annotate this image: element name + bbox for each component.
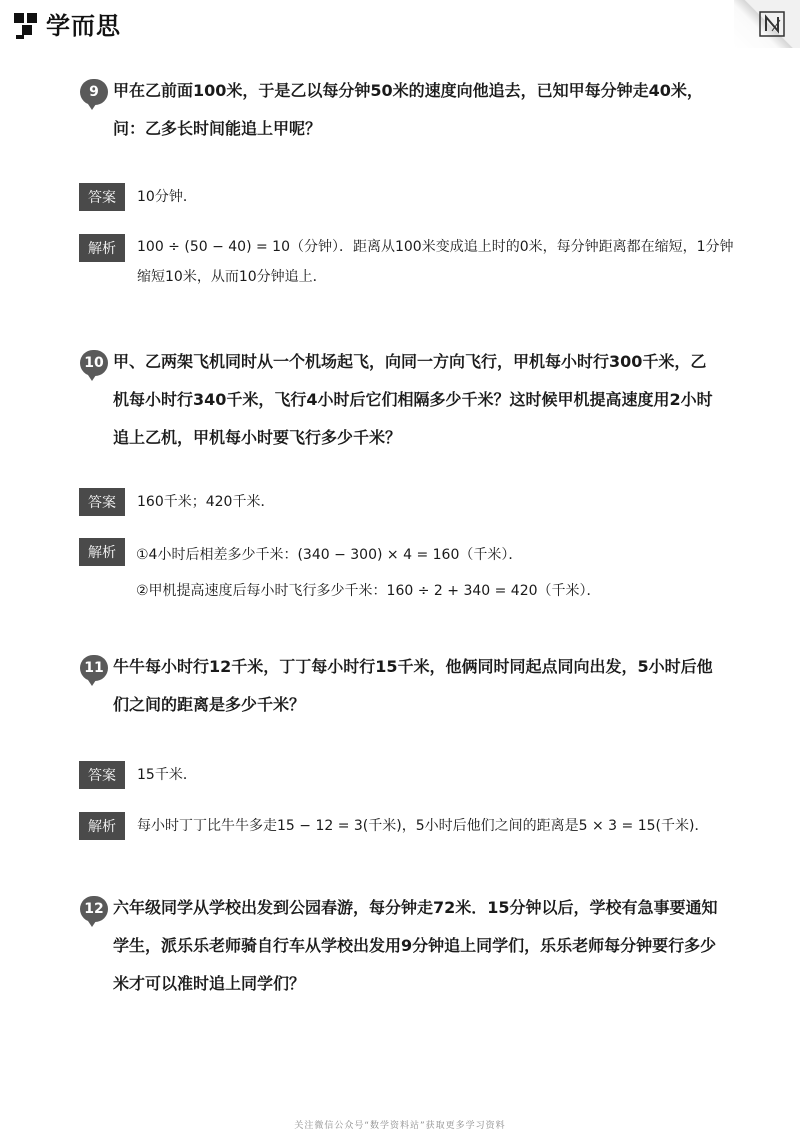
answer-tag: 答案	[79, 183, 125, 211]
question-text: 甲、乙两架飞机同时从一个机场起飞，向同一方向飞行，甲机每小时行300千米，乙机每小时行340千米，飞行4小时后它们相隔多少千米？这时候甲机提高速度用2小时追上乙机，甲机每小时要飞行多少千米？	[113, 352, 713, 447]
analysis-tag: 解析	[79, 538, 125, 566]
analysis-tag: 解析	[79, 234, 125, 262]
analysis-tag: 解析	[79, 812, 125, 840]
answer-text	[137, 182, 737, 212]
question-number-badge	[80, 896, 108, 922]
answer-line: 15千米．	[137, 767, 197, 783]
question-text: 甲在乙前面100米，于是乙以每分钟50米的速度向他追去，已知甲每分钟走40米，问：乙多长时间能追上甲呢？	[113, 81, 703, 138]
answer-line: 10分钟．	[137, 189, 197, 205]
brand-logo	[14, 6, 121, 41]
analysis-line: 缩短10米，从而10分钟追上．	[137, 269, 327, 285]
footer-note: 关注微信公众号“数学资料站”获取更多学习资料	[294, 1121, 506, 1131]
answer-tag: 答案	[79, 488, 125, 516]
question-number: 10	[84, 355, 104, 371]
question-number: 11	[84, 660, 104, 676]
analysis-line: ①4小时后相差多少千米：(340 − 300) × 4 = 160（千米）．	[136, 547, 523, 563]
analysis-line: 每小时丁丁比牛牛多走15 − 12 = 3(千米)，5小时后他们之间的距离是5 × 3 = 15(千米)．	[137, 818, 709, 834]
corner-n-badge-icon	[758, 10, 786, 38]
question-number-badge	[80, 350, 108, 376]
answer-line: 160千米；420千米．	[137, 494, 275, 510]
question-number-badge	[80, 655, 108, 681]
answer-text	[137, 487, 737, 517]
logo-text: 学而思	[46, 12, 121, 40]
logo-mark-icon	[14, 9, 42, 39]
question-text: 六年级同学从学校出发到公园春游，每分钟走72米．15分钟以后，学校有急事要通知学生，派乐乐老师骑自行车从学校出发用9分钟追上同学们，乐乐老师每分钟要行多少米才可以准时追上同学们？	[113, 898, 718, 993]
answer-tag: 答案	[79, 761, 125, 789]
answer-text	[137, 760, 737, 790]
question-text: 牛牛每小时行12千米，丁丁每小时行15千米，他俩同时同起点同向出发，5小时后他们之间的距离是多少千米？	[113, 657, 713, 714]
question-number: 12	[84, 901, 104, 917]
analysis-text	[137, 811, 737, 841]
question-number: 9	[89, 84, 99, 100]
analysis-text	[137, 232, 737, 292]
analysis-line: 100 ÷ (50 − 40) = 10（分钟）．距离从100米变成追上时的0米，每分钟距离都在缩短，1分钟	[137, 239, 734, 255]
analysis-text	[136, 537, 736, 609]
analysis-line: ②甲机提高速度后每小时飞行多少千米：160 ÷ 2 + 340 = 420（千米）．	[136, 583, 601, 599]
question-number-badge	[80, 79, 108, 105]
